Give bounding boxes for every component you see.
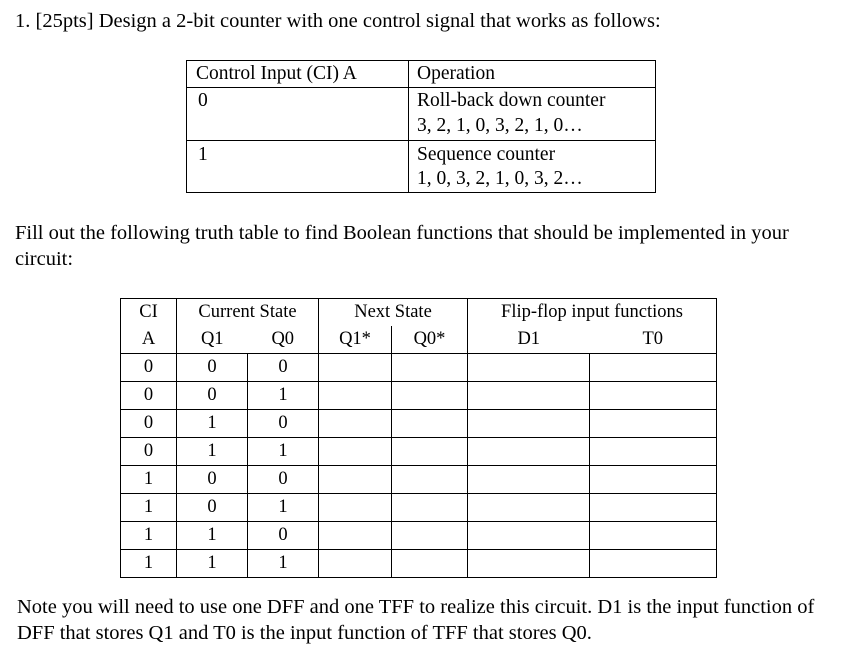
fill-instruction: Fill out the following truth table to find Boolean functions that should be implemented in your circuit: bbox=[15, 222, 789, 270]
cell-q0: 0 bbox=[248, 354, 319, 382]
cell-d1[interactable] bbox=[468, 410, 590, 438]
header-t0: T0 bbox=[590, 326, 717, 354]
cell-a: 1 bbox=[121, 466, 177, 494]
cell-q1: 1 bbox=[177, 522, 248, 550]
cell-q1-next[interactable] bbox=[319, 522, 392, 550]
table-row bbox=[121, 382, 717, 410]
cell-a: 1 bbox=[121, 550, 177, 578]
cell-q1: 1 bbox=[177, 410, 248, 438]
cell-q1: 1 bbox=[177, 438, 248, 466]
cell-q1: 0 bbox=[177, 466, 248, 494]
cell-q1-next[interactable] bbox=[319, 382, 392, 410]
table-row bbox=[121, 410, 717, 438]
cell-q0-next[interactable] bbox=[392, 522, 468, 550]
cell-t0[interactable] bbox=[590, 522, 717, 550]
ops-header-input: Control Input (CI) A bbox=[196, 63, 357, 84]
header-q1: Q1 bbox=[177, 326, 248, 354]
cell-q1: 0 bbox=[177, 354, 248, 382]
header-flipflop-inputs: Flip-flop input functions bbox=[468, 299, 717, 327]
question-text: 1. [25pts] Design a 2-bit counter with one control signal that works as follows: bbox=[15, 10, 661, 32]
table-row bbox=[121, 354, 717, 382]
ops-row-0-op-line2: 3, 2, 1, 0, 3, 2, 1, 0… bbox=[417, 115, 583, 136]
cell-d1[interactable] bbox=[468, 438, 590, 466]
table-row bbox=[121, 438, 717, 466]
cell-q1-next[interactable] bbox=[319, 494, 392, 522]
cell-a: 0 bbox=[121, 382, 177, 410]
cell-q1: 0 bbox=[177, 382, 248, 410]
cell-a: 0 bbox=[121, 354, 177, 382]
cell-q1-next[interactable] bbox=[319, 466, 392, 494]
cell-q0-next[interactable] bbox=[392, 410, 468, 438]
cell-q0-next[interactable] bbox=[392, 382, 468, 410]
cell-q0-next[interactable] bbox=[392, 354, 468, 382]
note-text: Note you will need to use one DFF and one TFF to realize this circuit. D1 is the input function of DFF that stores Q1 and T0 is the input function of TFF that stores Q0. bbox=[17, 596, 815, 644]
cell-d1[interactable] bbox=[468, 550, 590, 578]
cell-a: 0 bbox=[121, 438, 177, 466]
cell-q1-next[interactable] bbox=[319, 438, 392, 466]
table-row bbox=[121, 550, 717, 578]
cell-q0-next[interactable] bbox=[392, 438, 468, 466]
cell-q0-next[interactable] bbox=[392, 494, 468, 522]
cell-q0: 1 bbox=[248, 550, 319, 578]
cell-d1[interactable] bbox=[468, 382, 590, 410]
cell-t0[interactable] bbox=[590, 438, 717, 466]
cell-q1: 0 bbox=[177, 494, 248, 522]
cell-q0: 1 bbox=[248, 438, 319, 466]
ops-row-0-op-line1: Roll-back down counter bbox=[417, 90, 606, 111]
cell-q0: 0 bbox=[248, 410, 319, 438]
header-q1-next: Q1* bbox=[319, 326, 392, 354]
cell-q1-next[interactable] bbox=[319, 354, 392, 382]
cell-d1[interactable] bbox=[468, 354, 590, 382]
header-ci: CI bbox=[121, 299, 177, 327]
cell-d1[interactable] bbox=[468, 466, 590, 494]
cell-t0[interactable] bbox=[590, 382, 717, 410]
cell-t0[interactable] bbox=[590, 466, 717, 494]
ops-header-operation: Operation bbox=[417, 63, 495, 84]
cell-q1-next[interactable] bbox=[319, 410, 392, 438]
table-row bbox=[121, 522, 717, 550]
cell-a: 1 bbox=[121, 494, 177, 522]
cell-t0[interactable] bbox=[590, 354, 717, 382]
header-a: A bbox=[121, 326, 177, 354]
header-current-state: Current State bbox=[177, 299, 319, 327]
ops-row-0-input: 0 bbox=[198, 90, 208, 111]
cell-a: 0 bbox=[121, 410, 177, 438]
operation-table bbox=[186, 60, 656, 193]
header-next-state: Next State bbox=[319, 299, 468, 327]
cell-q0: 0 bbox=[248, 466, 319, 494]
header-q0-next: Q0* bbox=[392, 326, 468, 354]
cell-t0[interactable] bbox=[590, 410, 717, 438]
table-row bbox=[121, 466, 717, 494]
cell-q0: 1 bbox=[248, 494, 319, 522]
ops-row-1-op-line1: Sequence counter bbox=[417, 144, 556, 165]
cell-d1[interactable] bbox=[468, 494, 590, 522]
cell-t0[interactable] bbox=[590, 494, 717, 522]
header-d1: D1 bbox=[468, 326, 590, 354]
cell-t0[interactable] bbox=[590, 550, 717, 578]
truth-table bbox=[120, 298, 717, 578]
cell-d1[interactable] bbox=[468, 522, 590, 550]
ops-row-1-input: 1 bbox=[198, 144, 208, 165]
cell-q0: 0 bbox=[248, 522, 319, 550]
cell-q0: 1 bbox=[248, 382, 319, 410]
ops-row-1-op-line2: 1, 0, 3, 2, 1, 0, 3, 2… bbox=[417, 168, 583, 189]
cell-q1-next[interactable] bbox=[319, 550, 392, 578]
cell-a: 1 bbox=[121, 522, 177, 550]
cell-q1: 1 bbox=[177, 550, 248, 578]
cell-q0-next[interactable] bbox=[392, 550, 468, 578]
header-q0: Q0 bbox=[248, 326, 319, 354]
table-row bbox=[121, 494, 717, 522]
cell-q0-next[interactable] bbox=[392, 466, 468, 494]
